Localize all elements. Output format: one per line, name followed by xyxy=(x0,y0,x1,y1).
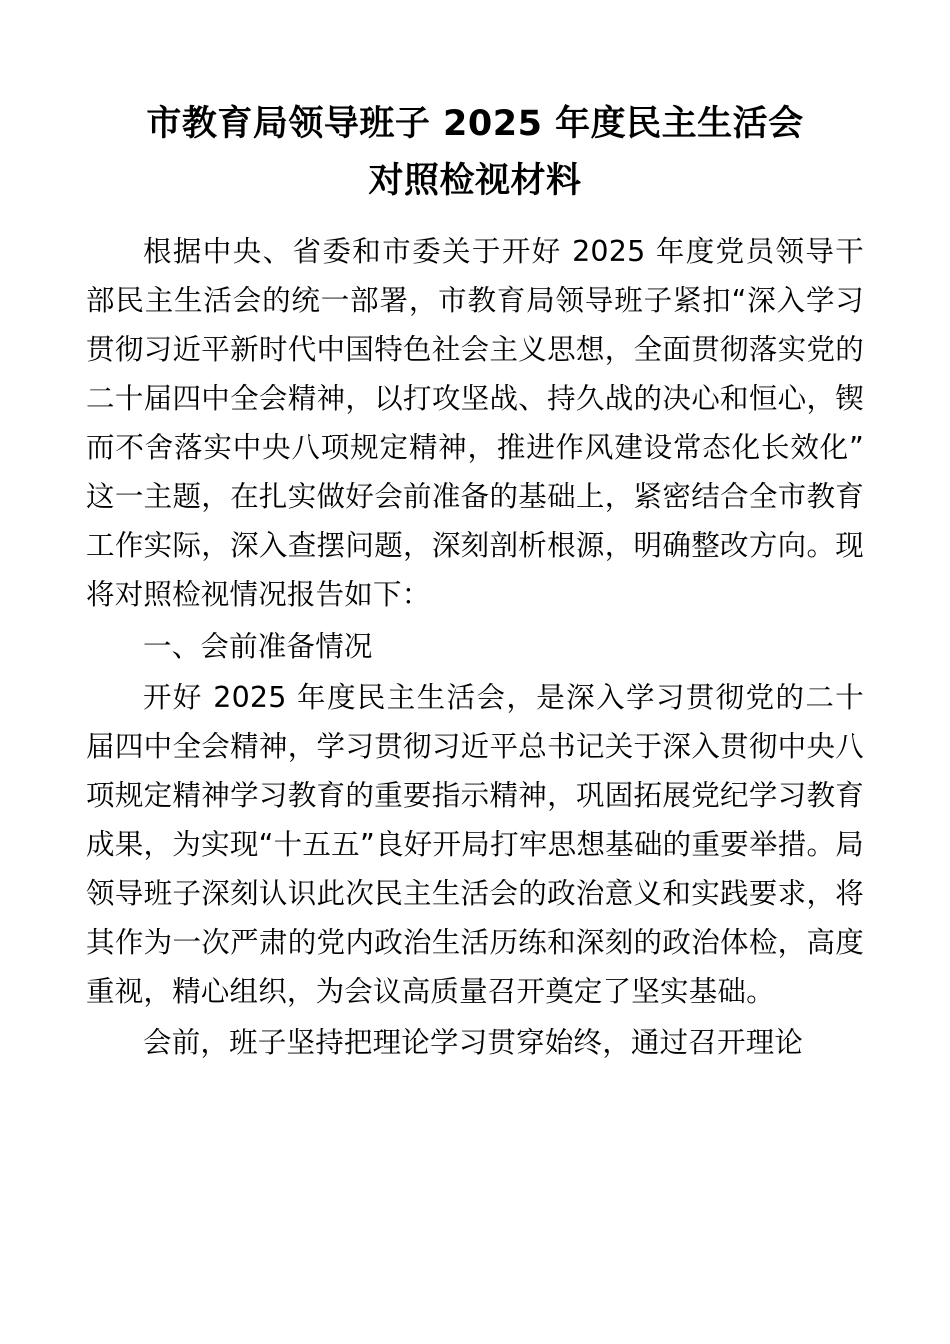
page-title xyxy=(86,96,864,209)
paragraph-section1-body: 开好 2025 年度民主生活会，是深入学习贯彻党的二十届四中全会精神，学习贯彻习近平总书记关于深入贯彻中央八项规定精神学习教育的重要指示精神，巩固拓展党纪学习教育成果，为实现“十五五”良好开局打牢思想基础的重要举措。局领导班子深刻认识此次民主生活会的政治意义和实践要求，将其作为一次严肃的党内政治生活历练和深刻的政治体检，高度重视，精心组织，为会议高质量召开奠定了坚实基础。 xyxy=(86,680,864,1008)
section-heading-1: 一、会前准备情况 xyxy=(143,629,373,663)
title-line-2: 对照检视材料 xyxy=(368,160,582,201)
paragraph-intro: 根据中央、省委和市委关于开好 2025 年度党员领导干部民主生活会的统一部署，市教育局领导班子紧扣“深入学习贯彻习近平新时代中国特色社会主义思想，全面贯彻落实党的二十届四中全会精神，以打攻坚战、持久战的决心和恒心，锲而不舍落实中央八项规定精神，推进作风建设常态化长效化”这一主题，在扎实做好会前准备的基础上，紧密结合全市教育工作实际，深入查摆问题，深刻剖析根源，明确整改方向。现将对照检视情况报告如下： xyxy=(86,235,864,612)
title-line-1: 市教育局领导班子 2025 年度民主生活会 xyxy=(146,104,804,144)
paragraph-section1-cont: 会前，班子坚持把理论学习贯穿始终，通过召开理论 xyxy=(143,1025,804,1059)
